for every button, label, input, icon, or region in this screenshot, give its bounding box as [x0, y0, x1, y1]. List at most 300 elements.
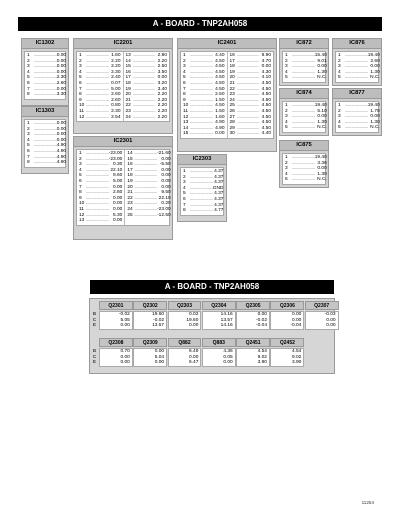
transistor-name: Q2308	[99, 338, 133, 347]
pin-voltage: 3.36	[317, 160, 327, 166]
ic-box-ic2303	[177, 154, 227, 222]
terminal-voltage: 4.54	[291, 349, 302, 354]
ic-title: IC2401	[178, 39, 276, 49]
pin-voltage: 9.60	[113, 173, 123, 179]
pin-voltage: 4.70	[261, 58, 271, 64]
pin-voltage: 2.60	[56, 80, 67, 86]
pin-number: 27	[229, 114, 235, 120]
transistor-values	[202, 348, 236, 367]
pin-voltage: 0.20	[161, 201, 171, 207]
pin-number: 23	[125, 108, 131, 114]
terminal-voltage: 3.90	[257, 360, 267, 366]
pin-voltage: 2.40	[111, 75, 121, 81]
pin-voltage: 2.20	[157, 92, 167, 98]
ic-pin-list	[180, 51, 274, 139]
pin-voltage: -23.00	[157, 206, 171, 212]
ic-pin-list	[282, 51, 326, 83]
page-code: 11254	[361, 500, 374, 505]
pin-voltage: 2.60	[111, 92, 121, 98]
pin-number: 4	[285, 171, 288, 177]
pin-column	[336, 102, 382, 132]
ic-pin-list	[335, 101, 379, 133]
ic-title: IC2301	[74, 137, 172, 147]
ic-title: IC874	[280, 89, 328, 99]
pin-voltage: 2.20	[157, 103, 167, 109]
pin-number: 4	[338, 119, 341, 125]
pin-number: 5	[79, 173, 82, 179]
ic-pin-list	[24, 51, 66, 100]
pin-number: 13	[79, 218, 85, 224]
pin-number: 17	[125, 75, 131, 81]
terminal-voltage: 0.00	[154, 349, 165, 354]
header-spacer	[90, 338, 99, 347]
transistor-name: Q2306	[270, 301, 304, 310]
pin-number: 4	[285, 69, 288, 75]
terminal-voltage: 0.00	[291, 317, 302, 323]
transistor-name: Q2302	[133, 301, 167, 310]
transistor-name: Q2451	[236, 338, 270, 347]
terminal-label: C	[92, 354, 97, 360]
pin-number: 2	[79, 58, 82, 64]
pin-voltage: 3.30	[56, 92, 67, 98]
pin-number: 3	[27, 132, 30, 138]
pin-voltage: 1.78	[370, 108, 380, 114]
pin-voltage: 2.20	[157, 108, 167, 114]
pin-number: 1	[183, 169, 186, 174]
pin-voltage: 4.50	[261, 108, 271, 114]
pin-number: 7	[183, 202, 186, 208]
leader-dots	[345, 75, 370, 81]
pin-number: 5	[285, 177, 288, 183]
terminal-label-group	[90, 349, 99, 366]
ic-pin-list	[335, 51, 379, 83]
pin-voltage: 0.00	[113, 218, 123, 224]
pin-row	[285, 75, 327, 81]
transistor-name: Q2452	[270, 338, 304, 347]
terminal-label: E	[92, 360, 97, 366]
pin-voltage: 0.00	[56, 121, 67, 126]
pin-voltage: 2.60	[370, 58, 380, 64]
pin-number: 17	[127, 167, 133, 173]
pin-number: 10	[79, 201, 85, 207]
ic-title: IC876	[333, 39, 381, 49]
pin-number: 21	[229, 80, 235, 86]
leader-dots	[34, 160, 57, 166]
pin-number: 15	[183, 131, 189, 137]
pin-voltage: 1.60	[215, 114, 225, 120]
pin-number: 5	[183, 75, 186, 81]
pin-number: 3	[338, 114, 341, 120]
pin-number: 2	[183, 174, 186, 180]
pin-voltage: 19.40	[314, 103, 327, 108]
pin-number: 1	[285, 155, 288, 160]
pin-column	[124, 150, 172, 225]
pin-number: 7	[27, 154, 30, 160]
terminal-label-group	[90, 312, 99, 329]
pin-voltage: 2.60	[111, 97, 121, 103]
pin-number: 11	[183, 108, 188, 114]
terminal-voltage: 6.47	[189, 360, 199, 366]
pin-number: 3	[27, 64, 30, 70]
pin-number: 29	[229, 125, 235, 131]
pin-number: 19	[229, 69, 235, 75]
pin-column	[181, 52, 227, 138]
transistor-name: Q2305	[236, 301, 270, 310]
pin-number: 5	[27, 143, 30, 149]
pin-voltage: 4.50	[261, 80, 271, 86]
terminal-voltage: 0.00	[120, 354, 130, 360]
pin-voltage: -23.00	[108, 156, 123, 162]
pin-number: 1	[183, 53, 186, 58]
pin-voltage: 4.50	[215, 69, 225, 75]
ic-title: IC877	[333, 89, 381, 99]
pin-voltage: N.C.	[317, 75, 327, 81]
pin-number: 1	[27, 53, 30, 58]
pin-number: 20	[229, 75, 235, 81]
pin-number: 3	[79, 64, 82, 70]
pin-voltage: 4.10	[261, 75, 271, 81]
pin-number: 5	[338, 125, 341, 131]
pin-voltage: N.C.	[317, 125, 327, 131]
pin-voltage: 4.37	[214, 180, 224, 186]
ic-title: IC872	[280, 39, 328, 49]
pin-number: 6	[27, 80, 30, 86]
ic-pin-list	[180, 167, 224, 216]
pin-number: 4	[79, 167, 82, 173]
terminal-voltage: 0.70	[120, 349, 130, 354]
terminal-voltage: 0.00	[154, 360, 165, 366]
ic-box-ic875	[279, 140, 329, 188]
pin-voltage: 0.00	[157, 75, 167, 81]
pin-voltage: 4.37	[214, 202, 224, 208]
ic-pin-list	[24, 119, 66, 168]
terminal-voltage: 5.05	[120, 317, 130, 323]
pin-voltage: 0.00	[56, 137, 67, 143]
pin-number: 1	[79, 53, 82, 58]
pin-row	[79, 218, 122, 224]
pin-voltage: 4.90	[56, 154, 67, 160]
pin-number: 20	[127, 184, 133, 190]
leader-dots	[133, 115, 158, 121]
leader-dots	[134, 213, 157, 219]
pin-number: 23	[229, 92, 235, 98]
terminal-voltage: 0.00	[120, 323, 130, 329]
ic-box-ic876	[332, 38, 382, 86]
pin-number: 2	[285, 108, 288, 114]
pin-voltage: 0.00	[56, 126, 67, 132]
leader-dots	[190, 208, 214, 214]
pin-column	[77, 150, 124, 225]
pin-number: 4	[338, 69, 341, 75]
transistor-values	[168, 311, 202, 330]
pin-column	[123, 52, 170, 121]
pin-number: 2	[27, 58, 30, 64]
pin-number: 2	[338, 58, 341, 64]
terminal-voltage: 0.00	[257, 312, 267, 317]
pin-number: 6	[183, 80, 186, 86]
pin-number: 17	[229, 58, 235, 64]
pin-row	[126, 115, 168, 121]
pin-voltage: 0.00	[317, 114, 327, 120]
pin-number: 12	[79, 212, 85, 218]
pin-number: 10	[79, 103, 85, 109]
terminal-voltage: -0.02	[256, 317, 267, 323]
pin-voltage: 1.50	[215, 108, 225, 114]
pin-number: 9	[79, 195, 82, 201]
leader-dots	[86, 115, 111, 121]
ic-pin-list	[76, 149, 170, 226]
pin-number: 2	[27, 126, 30, 132]
pin-number: 4	[285, 119, 288, 125]
pin-row	[183, 208, 223, 214]
pin-number: 3	[285, 64, 288, 70]
pin-number: 16	[125, 69, 131, 75]
pin-voltage: 1.50	[215, 97, 225, 103]
transistor-values	[202, 311, 236, 330]
pin-voltage: 0.00	[370, 114, 380, 120]
terminal-voltage: 4.36	[223, 349, 233, 354]
pin-voltage: N.C.	[370, 75, 380, 81]
pin-voltage: 3.20	[157, 80, 167, 86]
pin-number: 16	[229, 53, 235, 58]
pin-number: 22	[127, 195, 133, 201]
pin-number: 24	[229, 97, 235, 103]
pin-number: 3	[183, 64, 186, 70]
terminal-voltage: 0.00	[326, 317, 336, 323]
leader-dots	[237, 131, 262, 137]
terminal-voltage: 9.02	[257, 354, 267, 360]
pin-number: 7	[183, 86, 186, 92]
pin-voltage: 4.50	[215, 103, 225, 109]
pin-voltage: 1.30	[370, 69, 380, 75]
transistor-row-2	[90, 338, 305, 367]
transistor-column	[236, 338, 270, 367]
pin-number: 3	[183, 180, 186, 186]
terminal-voltage: 13.57	[152, 323, 165, 329]
pin-number: 8	[183, 92, 186, 98]
terminal-label: B	[92, 349, 97, 354]
pin-row	[127, 213, 170, 219]
transistor-name: Q882	[168, 338, 202, 347]
pin-column	[283, 154, 329, 184]
pin-voltage: 3.50	[157, 69, 167, 75]
pin-voltage: 1.30	[317, 119, 327, 125]
transistor-name: Q2301	[99, 301, 133, 310]
pin-voltage: 4.50	[261, 97, 271, 103]
pin-voltage: 22.10	[110, 167, 123, 173]
pin-voltage: 19.40	[367, 103, 380, 108]
pin-voltage: 4.90	[56, 143, 67, 149]
leader-dots	[345, 125, 370, 131]
pin-number: 8	[27, 92, 30, 98]
transistor-name: Q2304	[202, 301, 236, 310]
pin-voltage: 4.37	[214, 196, 224, 202]
ic-box-ic2201	[73, 38, 173, 134]
pin-voltage: 4.37	[214, 169, 224, 174]
pin-voltage: 0.00	[56, 58, 67, 64]
pin-voltage: 0.00	[317, 166, 327, 172]
pin-voltage: 4.50	[261, 125, 271, 131]
pin-number: 9	[79, 97, 82, 103]
transistor-values	[270, 348, 304, 367]
pin-row	[79, 115, 121, 121]
pin-row	[338, 125, 380, 131]
page-title-bottom: A - BOARD - TNP2AH058	[90, 280, 334, 294]
pin-column	[25, 120, 68, 167]
pin-voltage: 0.00	[161, 184, 171, 190]
ic-box-ic2301	[73, 136, 173, 240]
pin-voltage: 1.30	[317, 69, 327, 75]
pin-number: 4	[183, 185, 186, 191]
pin-voltage: 0.00	[56, 86, 67, 92]
pin-voltage: 5.00	[111, 86, 121, 92]
pin-voltage: 0.80	[111, 103, 121, 109]
pin-row	[27, 160, 66, 166]
transistor-values	[133, 348, 167, 367]
pin-number: 3	[79, 162, 82, 168]
pin-voltage: 0.00	[215, 131, 225, 137]
terminal-voltage: 3.90	[291, 360, 302, 366]
pin-number: 1	[285, 53, 288, 58]
pin-number: 2	[338, 108, 341, 114]
pin-voltage: 4.50	[215, 64, 225, 70]
pin-voltage: 9.50	[161, 190, 171, 196]
pin-voltage: 4.50	[261, 120, 271, 126]
pin-voltage: 2.30	[56, 75, 67, 81]
terminal-labels	[90, 301, 99, 330]
pin-number: 9	[183, 97, 186, 103]
pin-voltage: 0.00	[113, 195, 123, 201]
pin-column	[227, 52, 274, 138]
pin-number: 7	[79, 86, 82, 92]
pin-voltage: 8.90	[261, 53, 271, 58]
pin-number: 8	[79, 92, 82, 98]
pin-voltage: 2.30	[111, 108, 121, 114]
transistor-values	[133, 311, 167, 330]
pin-number: 11	[79, 206, 84, 212]
pin-voltage: 2.50	[157, 64, 167, 70]
terminal-voltage: 0.00	[223, 360, 233, 366]
header-spacer	[90, 301, 99, 310]
terminal-voltage: -0.02	[118, 312, 130, 317]
pin-number: 28	[229, 120, 235, 126]
terminal-voltage: 13.57	[220, 317, 233, 323]
ic-pin-list	[76, 51, 170, 122]
transistor-name: Q883	[202, 338, 236, 347]
pin-number: 6	[183, 196, 186, 202]
pin-voltage: -21.60	[157, 151, 171, 156]
pin-voltage: 4.90	[56, 148, 67, 154]
transistor-values	[99, 311, 133, 330]
pin-number: 23	[127, 201, 133, 207]
ic-box-ic1303	[21, 106, 69, 174]
pin-voltage: 4.50	[261, 92, 271, 98]
terminal-labels	[90, 338, 99, 367]
ic-pin-list	[282, 153, 326, 185]
pin-number: 6	[79, 178, 82, 184]
transistor-column	[99, 338, 133, 367]
pin-voltage: -12.50	[157, 212, 171, 218]
pin-voltage: N.C.	[317, 177, 327, 183]
leader-dots	[34, 92, 57, 98]
pin-number: 11	[79, 108, 84, 114]
ic-title: IC875	[280, 141, 328, 151]
pin-column	[77, 52, 123, 121]
pin-voltage: 4.40	[215, 53, 225, 58]
transistor-name: Q2307	[305, 301, 339, 310]
ic-title: IC2201	[74, 39, 172, 49]
ic-title: IC2303	[178, 155, 226, 165]
pin-number: 15	[125, 64, 131, 70]
pin-number: 19	[125, 86, 131, 92]
pin-number: 24	[125, 114, 131, 120]
pin-voltage: 0.00	[56, 53, 67, 58]
pin-number: 18	[125, 80, 131, 86]
pin-voltage: 4.77	[214, 208, 224, 214]
pin-voltage: -5.50	[159, 162, 171, 168]
pin-voltage: 4.30	[261, 69, 271, 75]
pin-number: 4	[183, 69, 186, 75]
pin-number: 5	[183, 191, 186, 197]
pin-voltage: 2.50	[215, 92, 225, 98]
terminal-voltage: 5.04	[154, 354, 165, 360]
leader-dots	[292, 177, 317, 183]
pin-voltage: N.C.	[370, 125, 380, 131]
transistor-column	[305, 301, 339, 330]
leader-dots	[86, 218, 113, 224]
pin-number: 7	[79, 184, 82, 190]
transistor-values	[270, 311, 304, 330]
pin-number: 8	[27, 160, 30, 166]
pin-number: 12	[79, 114, 85, 120]
transistor-column	[202, 301, 236, 330]
pin-column	[336, 52, 382, 82]
pin-voltage: 9.01	[317, 58, 327, 64]
pin-number: 5	[285, 75, 288, 81]
pin-number: 8	[183, 208, 186, 214]
pin-number: 1	[338, 53, 341, 58]
pin-number: 12	[183, 114, 189, 120]
pin-row	[230, 131, 272, 137]
transistor-column	[236, 301, 270, 330]
transistor-voltage-table	[89, 298, 335, 374]
pin-number: 25	[127, 212, 133, 218]
pin-voltage: 4.50	[215, 75, 225, 81]
transistor-column	[133, 301, 167, 330]
transistor-column	[270, 338, 304, 367]
terminal-voltage: 14.16	[220, 312, 233, 317]
pin-row	[183, 131, 225, 137]
pin-voltage: 4.90	[215, 125, 225, 131]
pin-number: 3	[285, 114, 288, 120]
pin-number: 22	[125, 103, 131, 109]
pin-voltage: 4.50	[261, 103, 271, 109]
pin-number: 2	[183, 58, 186, 64]
pin-voltage: 4.40	[261, 131, 271, 137]
pin-row	[27, 92, 66, 98]
pin-voltage: 2.20	[157, 97, 167, 103]
terminal-voltage: 19.60	[152, 312, 165, 317]
terminal-voltage: 0.00	[189, 354, 199, 360]
terminal-voltage: 0.00	[189, 323, 199, 329]
pin-number: 13	[183, 120, 189, 126]
pin-row	[285, 177, 327, 183]
pin-number: 14	[127, 151, 133, 156]
pin-number: 3	[338, 64, 341, 70]
pin-voltage: 15.40	[314, 53, 327, 58]
pin-voltage: 5.00	[113, 178, 123, 184]
pin-number: 5	[285, 125, 288, 131]
